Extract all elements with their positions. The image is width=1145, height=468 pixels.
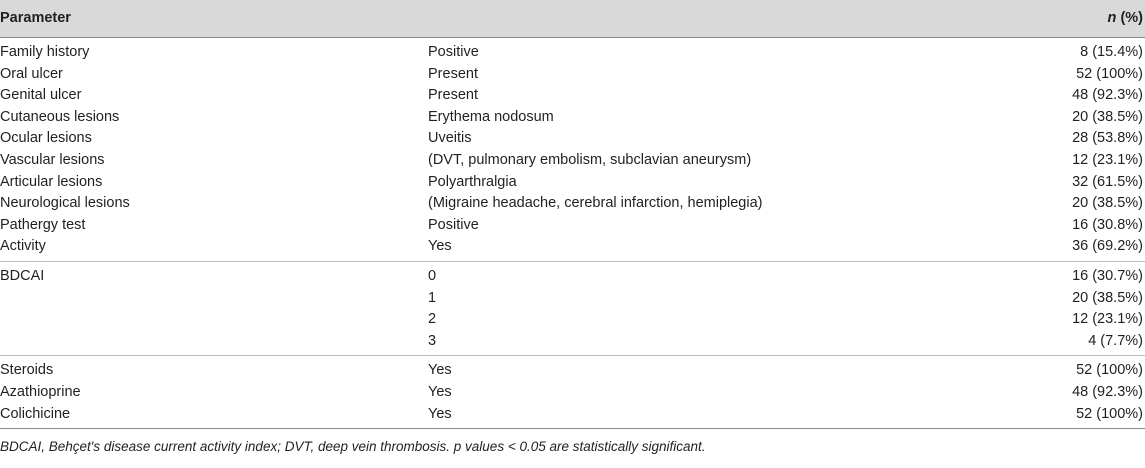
cell-value: Present bbox=[428, 65, 478, 82]
cell-n-percent: 52 (100%) bbox=[1076, 405, 1143, 422]
table-row bbox=[0, 215, 1145, 237]
cell-parameter: BDCAI bbox=[0, 267, 45, 284]
cell-value: Yes bbox=[428, 383, 452, 400]
cell-parameter: Ocular lesions bbox=[0, 130, 92, 147]
cell-value: 3 bbox=[428, 332, 437, 349]
table-footnote: BDCAI, Behçet's disease current activity index; DVT, deep vein thrombosis. p values < 0.05 are statistically significant. bbox=[0, 439, 706, 455]
table-header bbox=[0, 0, 1145, 38]
cell-n-percent: 20 (38.5%) bbox=[1072, 195, 1143, 212]
cell-n-percent: 4 (7.7%) bbox=[1088, 332, 1143, 349]
cell-value: Uveitis bbox=[428, 130, 472, 147]
cell-parameter: Activity bbox=[0, 238, 46, 255]
cell-parameter: Family history bbox=[0, 44, 90, 60]
header-n: n bbox=[1107, 10, 1117, 26]
cell-n-percent: 32 (61.5%) bbox=[1072, 173, 1143, 190]
table-row bbox=[0, 404, 1145, 426]
header-pct: (%) bbox=[1120, 10, 1143, 26]
cell-n-percent: 20 (38.5%) bbox=[1072, 108, 1143, 125]
cell-n-percent: 12 (23.1%) bbox=[1072, 311, 1143, 328]
cell-value: Positive bbox=[428, 216, 479, 233]
cell-parameter: Vascular lesions bbox=[0, 151, 105, 168]
cell-parameter: Colichicine bbox=[0, 405, 71, 422]
cell-parameter: Cutaneous lesions bbox=[0, 108, 120, 125]
cell-parameter: Genital ulcer bbox=[0, 87, 82, 104]
table-row bbox=[0, 360, 1145, 382]
table-body bbox=[0, 38, 1145, 429]
cell-value: 0 bbox=[428, 267, 437, 284]
cell-parameter: Oral ulcer bbox=[0, 65, 63, 82]
cell-value: 2 bbox=[428, 311, 437, 328]
cell-parameter: Articular lesions bbox=[0, 173, 103, 190]
table-group bbox=[0, 262, 1145, 356]
cell-parameter: Azathioprine bbox=[0, 383, 81, 400]
table-group bbox=[0, 38, 1145, 262]
cell-n-percent: 16 (30.7%) bbox=[1072, 267, 1143, 284]
table-row bbox=[0, 266, 1145, 288]
table-row bbox=[0, 193, 1145, 215]
table-group bbox=[0, 356, 1145, 429]
table-row bbox=[0, 309, 1145, 331]
cell-n-percent: 48 (92.3%) bbox=[1072, 383, 1143, 400]
cell-parameter: Pathergy test bbox=[0, 216, 86, 233]
cell-parameter: Steroids bbox=[0, 362, 54, 379]
cell-n-percent: 16 (30.8%) bbox=[1072, 216, 1143, 233]
table-row bbox=[0, 64, 1145, 86]
table-row bbox=[0, 382, 1145, 404]
cell-value: Polyarthralgia bbox=[428, 173, 517, 190]
table-row bbox=[0, 128, 1145, 150]
cell-n-percent: 20 (38.5%) bbox=[1072, 289, 1143, 306]
cell-n-percent: 36 (69.2%) bbox=[1072, 238, 1143, 255]
cell-n-percent: 52 (100%) bbox=[1076, 65, 1143, 82]
table-row bbox=[0, 236, 1145, 258]
cell-n-percent: 28 (53.8%) bbox=[1072, 130, 1143, 147]
cell-value: Present bbox=[428, 87, 478, 104]
header-parameter: Parameter bbox=[0, 10, 71, 26]
table-row bbox=[0, 42, 1145, 64]
cell-value: Positive bbox=[428, 44, 479, 60]
cell-n-percent: 12 (23.1%) bbox=[1072, 151, 1143, 168]
table-row bbox=[0, 150, 1145, 172]
table-row bbox=[0, 331, 1145, 353]
table-row bbox=[0, 288, 1145, 310]
header-n-percent bbox=[1108, 10, 1143, 26]
cell-value: Erythema nodosum bbox=[428, 108, 554, 125]
cell-value: Yes bbox=[428, 238, 452, 255]
cell-n-percent: 48 (92.3%) bbox=[1072, 87, 1143, 104]
cell-value: Yes bbox=[428, 405, 452, 422]
cell-value: (DVT, pulmonary embolism, subclavian aneurysm) bbox=[428, 151, 752, 168]
cell-value: (Migraine headache, cerebral infarction, hemiplegia) bbox=[428, 195, 763, 212]
cell-n-percent: 8 (15.4%) bbox=[1080, 44, 1143, 60]
cell-n-percent: 52 (100%) bbox=[1076, 362, 1143, 379]
cell-parameter: Neurological lesions bbox=[0, 195, 130, 212]
table-row bbox=[0, 107, 1145, 129]
cell-value: Yes bbox=[428, 362, 452, 379]
table-row bbox=[0, 172, 1145, 194]
table-row bbox=[0, 85, 1145, 107]
cell-value: 1 bbox=[428, 289, 437, 306]
